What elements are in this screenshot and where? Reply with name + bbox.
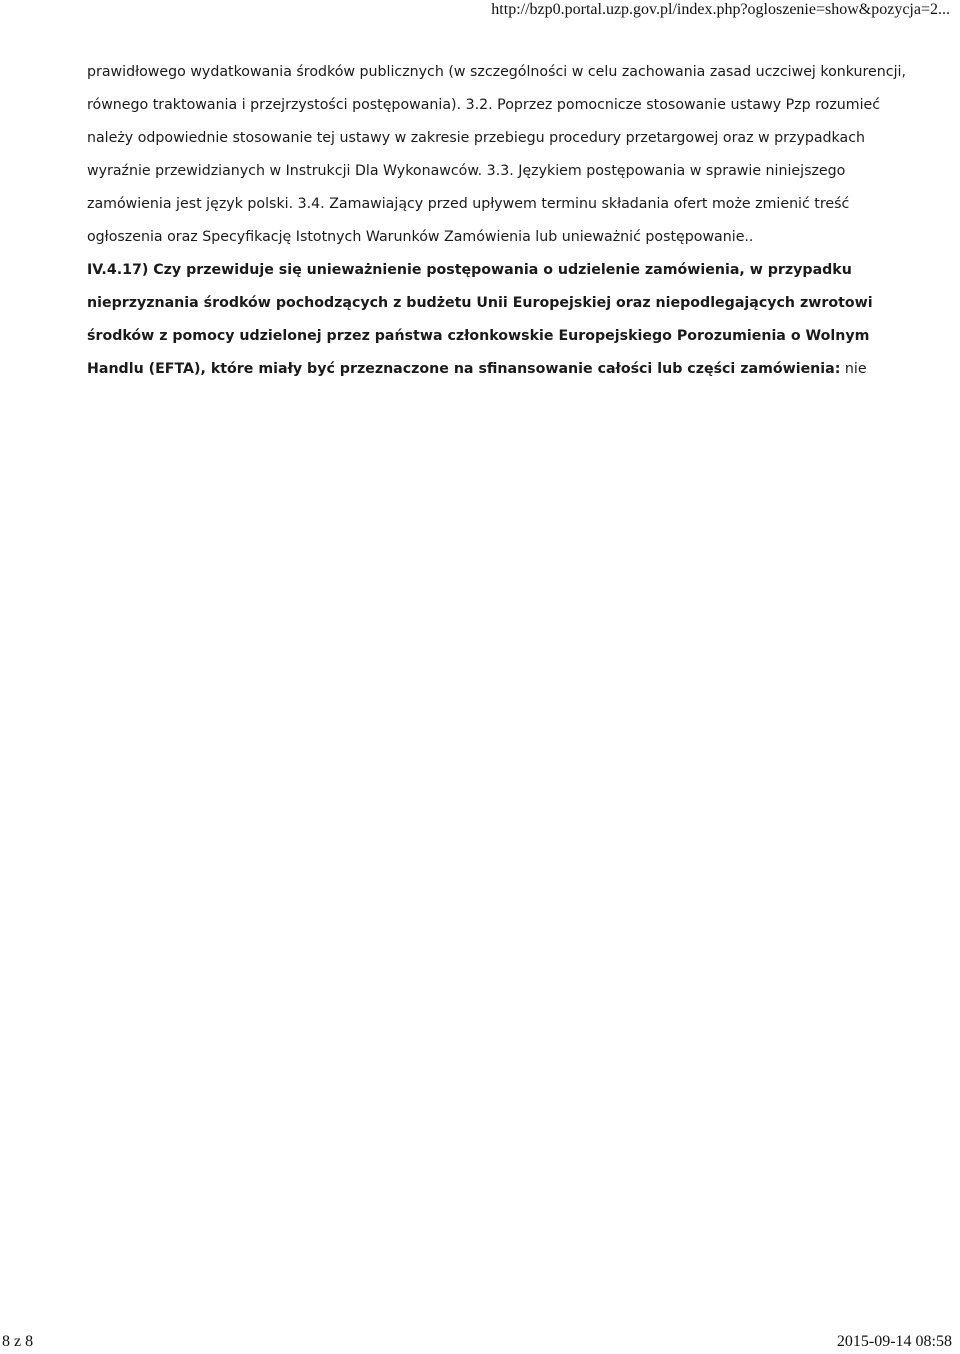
question-label: IV.4.17) Czy przewiduje się unieważnienie postępowania o udzielenie zamówienia, w przypadku nieprzyznania środków pochodzących z budżetu Unii Europejskiej oraz niepodlegających zwrotowi środków z pomocy udzielonej przez państwa członkowskie Europejskiego Porozumienia o Wolnym Handlu (EFTA), które miały być przeznaczone na sfinansowanie całości lub części zamówienia:: [87, 262, 873, 377]
paragraph-terms: prawidłowego wydatkowania środków publicznych (w szczególności w celu zachowania zasad uczciwej konkurencji, równego traktowania i przejrzystości postępowania). 3.2. Poprzez pomocnicze stosowanie ustawy Pzp rozumieć należy odpowiednie stosowanie tej ustawy w zakresie przebiegu procedury przetargowej oraz w przypadkach wyraźnie przewidzianych w Instrukcji Dla Wykonawców. 3.3. Językiem postępowania w sprawie niniejszego zamówienia jest język polski. 3.4. Zamawiający przed upływem terminu składania ofert może zmienić treść ogłoszenia oraz Specyfikację Istotnych Warunków Zamówienia lub unieważnić postępowanie..: [87, 64, 906, 245]
paragraph-question: [87, 254, 927, 386]
document-content: [87, 56, 927, 386]
page-number: 8 z 8: [2, 1333, 34, 1350]
question-answer: nie: [844, 361, 867, 377]
print-header-url: http://bzp0.portal.uzp.gov.pl/index.php?ogloszenie=show&pozycja=2...: [491, 1, 950, 18]
print-timestamp: 2015-09-14 08:58: [836, 1333, 952, 1350]
